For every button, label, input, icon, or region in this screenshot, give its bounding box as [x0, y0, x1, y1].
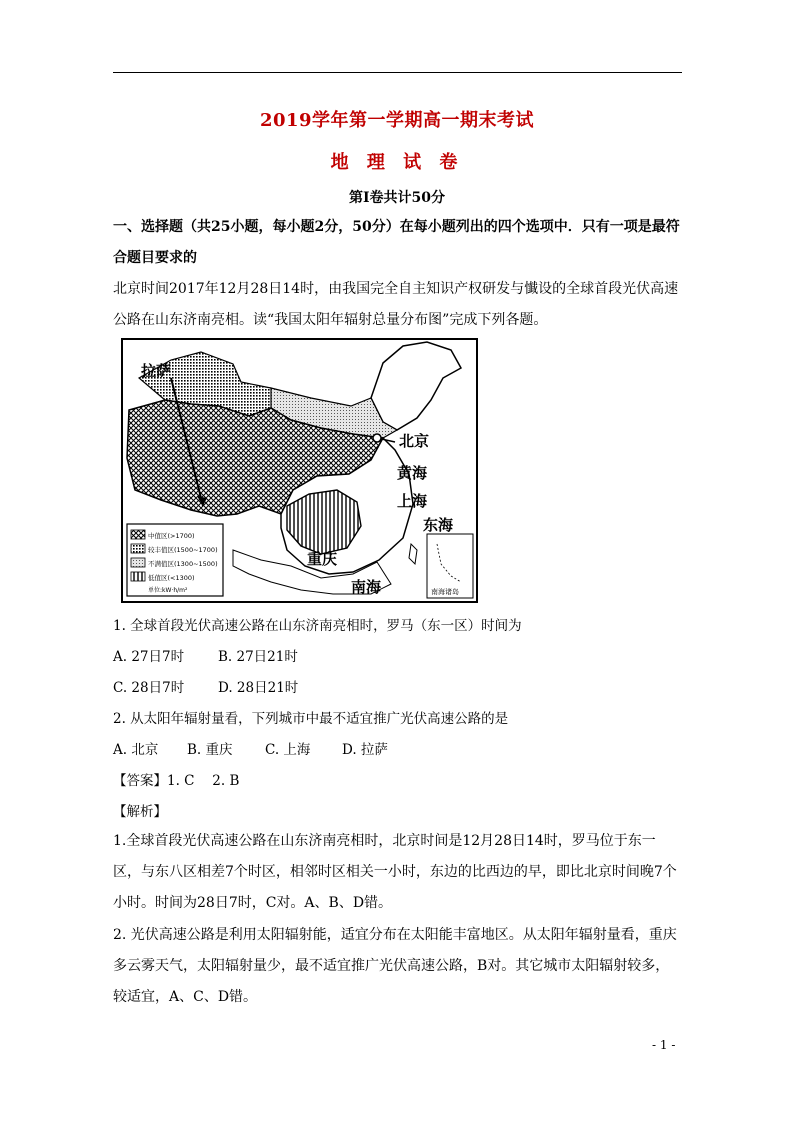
label-beijing: 北京 [399, 432, 430, 450]
question-2-option-b: B. 重庆 [187, 742, 233, 758]
label-east-sea: 东海 [423, 516, 454, 534]
legend-unit: 单位:kW·h/m² [148, 587, 188, 594]
section-instruction: 一、选择题（共25小题，每小题2分，50分）在每小题列出的四个选项中．只有一项是最符合题目要求的 [113, 219, 680, 266]
legend-item-3: 不满值区(1300~1500) [148, 560, 218, 568]
question-1-option-c: C. 28日7时 [113, 680, 185, 696]
legend-item-1: 中值区(>1700) [148, 532, 195, 540]
legend-item-4: 低值区(<1300) [148, 574, 195, 582]
exam-title: 2019学年第一学期高一期末考试 [259, 110, 535, 131]
label-chongqing: 重庆 [307, 550, 338, 568]
analysis-paragraph-1: 1.全球首段光伏高速公路在山东济南亮相时，北京时间是12月28日14时，罗马位于东一区，与东八区相差7个时区，相邻时区相关一小时，东边的比西边的早，即比北京时间晚7个小时。时间为28日7时，C对。A、B、D错。 [113, 833, 677, 911]
question-2-option-d: D. 拉萨 [342, 742, 388, 758]
label-yellow-sea: 黄海 [397, 464, 428, 482]
answer-line: 【答案】1. C 2. B [113, 773, 240, 789]
label-lhasa: 拉萨 [141, 362, 172, 380]
header-rule [113, 72, 682, 73]
inset-label: 南海诸岛 [431, 588, 459, 596]
question-2-option-a: A. 北京 [113, 742, 159, 758]
legend-item-2: 较丰值区(1500~1700) [148, 546, 218, 554]
solar-radiation-map [121, 338, 478, 603]
passage-text: 北京时间2017年12月28日14时，由我国完全自主知识产权研发与懴设的全球首段光伏高速公路在山东济南亮相。读“我国太阳年辐射总量分布图”完成下列各题。 [113, 281, 679, 328]
analysis-heading: 【解析】 [113, 804, 167, 820]
label-south-sea: 南海 [351, 578, 382, 596]
question-1-stem: 1. 全球首段光伏高速公路在山东济南亮相时，罗马（东一区）时间为 [113, 618, 522, 634]
section-heading: 第Ⅰ卷共计50分 [348, 190, 446, 206]
label-shanghai: 上海 [397, 492, 428, 510]
analysis-paragraph-2: 2. 光伏高速公路是利用太阳辐射能，适宜分布在太阳能丰富地区。从太阳年辐射量看，重庆多云雾天气，太阳辐射量少，最不适宜推广光伏高速公路，B对。其它城市太阳辐射较多，较适宜，A、C、D错。 [113, 927, 677, 1005]
question-2-option-c: C. 上海 [265, 742, 311, 758]
question-1-option-b: B. 27日21时 [218, 649, 298, 665]
page-number: - 1 - [652, 1038, 676, 1052]
question-1-option-d: D. 28日21时 [218, 680, 299, 696]
subject-title: 地 理 试 卷 [330, 152, 464, 173]
question-1-option-a: A. 27日7时 [113, 649, 185, 665]
question-2-stem: 2. 从太阳年辐射量看，下列城市中最不适宜推广光伏高速公路的是 [113, 711, 509, 727]
